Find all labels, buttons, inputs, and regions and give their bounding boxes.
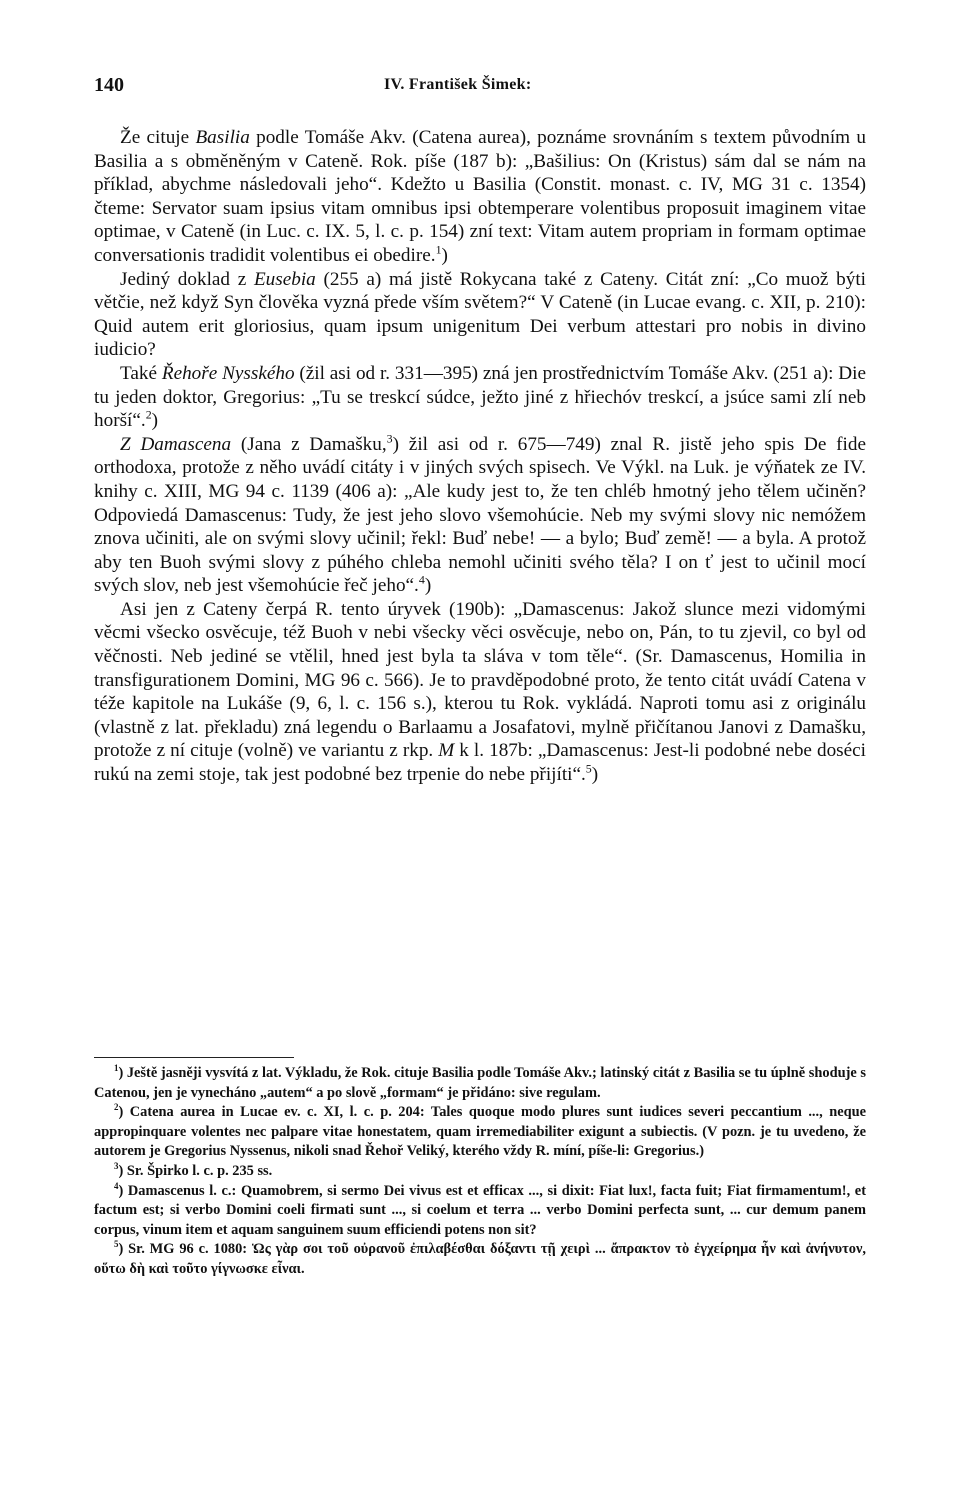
p3-rest: (žil asi od r. 331—395) zná jen prostřednictvím Tomáše Akv. (251 a): Die tu jeden doktor, Gregorius: „Tu se treskcí súdce, ježto jiné z hřiechóv treskcí, a jsúce sami zlí neb horší“. — [94, 362, 866, 432]
p2-start: Jediný doklad z — [120, 268, 254, 290]
footnote-text: ) Sr. Špirko l. c. p. 235 ss. — [118, 1162, 273, 1179]
footnote — [94, 1162, 866, 1182]
p4-end: ) — [424, 575, 432, 597]
footnote-mark: 3 — [114, 1161, 119, 1172]
p4-damascena: Z Damascena — [120, 433, 232, 455]
footnote-ref-2: 2 — [145, 407, 152, 422]
footnotes — [94, 1064, 866, 1280]
paragraph-4 — [94, 433, 866, 598]
p5-b: k l. 187b: „Damascenus: Jest-li podobné nebe doséci rukú na zemi stoje, tak jest podobné bez trpenie do nebe přijíti“. — [94, 740, 866, 786]
body-text — [94, 126, 866, 787]
p4-b: ) žil asi od r. 675—749) znal R. jistě jeho spis De fide orthodoxa, protože z něho uvádí citáty i v jiných svých spisech. Ve Výkl. na Luk. je výňatek ze IV. knihy c. XIII, MG 94 c. 1139 (406 a): „Ale kudy jest to, že ten chléb hmotný jeho tělem učiněn? Odpoviedá Damascenus: Tudy, že jest jeho slovo všemohúcie. Neb my svými slovy nic nemóžem znova učiniti, ale on svými slovy učinil; řekl: Buď nebe! — a bylo; Buď země! — a byla. A protož aby ten Buoh svými slovy z púhého chleba nemohl učiniti svého těla? I on ť jest to učinil mocí svých slov, neb jest všemohúcie řeč jeho“. — [94, 433, 866, 597]
paragraph-2 — [94, 268, 866, 362]
footnote-mark: 5 — [114, 1239, 119, 1250]
footnote-mark: 4 — [114, 1180, 119, 1191]
p5-manuscript-m: M — [438, 740, 455, 762]
footnote-ref-1: 1 — [435, 242, 442, 257]
page-number: 140 — [94, 74, 124, 96]
footnote-ref-4: 4 — [418, 572, 425, 587]
p3-rehore: Řehoře Nysského — [161, 362, 295, 384]
p2-rest: (255 a) má jistě Rokycana také z Cateny. Citát zní: „Co muož býti větčie, než když Syn člověka vyzná přede vším světem?“ V Cateně (in Lucae evang. c. XII, p. 210): Quid autem erit gloriosius, quam ipsum unigenitum Dei verbum attestari pro nobis in divino iudicio? — [94, 268, 866, 361]
p1-start: Že cituje — [120, 127, 196, 148]
paragraph-1 — [94, 126, 866, 268]
footnote — [94, 1103, 866, 1162]
paragraph-5 — [94, 598, 866, 787]
p2-eusebia: Eusebia — [253, 268, 316, 290]
footnote-text: ) Damascenus l. c.: Quamobrem, si sermo Dei vivus est et efficax ..., si dixit: Fiat lux!, facta fuit; Fiat firmamentum!, et factum est; si verbo Domini coeli firmati sunt ..., si coelum et terra ... verbo Domini perfecta sunt, ... cur demum panem corpus, vinum item et aquam sanguinem suum efficiendi potens non sit? — [94, 1182, 866, 1238]
p3-end: ) — [151, 410, 159, 432]
footnote-text: ) Sr. MG 96 c. 1080: Ὡς γὰρ σοι τοῦ οὐρανοῦ ἐπιλαβέσθαι δόξαντι τῇ χειρὶ ... ἄπρακτον τὸ ἐγχείρημα ἦν καὶ ἀνήνυτον, οὕτω δὴ καὶ τοῦτο γίγνωσκε εἶναι. — [94, 1241, 866, 1277]
footnote-mark: 2 — [114, 1102, 119, 1113]
p1-basilia: Basilia — [195, 127, 250, 148]
footnote-separator — [94, 1057, 294, 1058]
footnote-ref-3: 3 — [386, 431, 393, 446]
p5-a: Asi jen z Cateny čerpá R. tento úryvek (190b): „Damascenus: Jakož slunce mezi vidomými věcmi všecko osvěcuje, též Buoh v nebi všecky věci osvěcuje, nebo on, Pán, to tu zjevil, co byl od věčnosti. Neb jediné se vtělil, hned jest byla ta sláva v tom těle“. (Sr. Damascenus, Homilia in transfigurationem Domini, MG 96 c. 566). Je to pravděpodobné proto, že tento citát uvádí Catena v téže kapitole na Lukáše (9, 6, l. c. 156 s.), kterou tu Rok. vykládá. Naproti tomu asi z originálu (vlastně z lat. překladu) zná legendu o Barlaamu a Josafatovi, mylně přičítanou Janovi z Damašku, protože z ní cituje (volně) ve variantu z rkp. — [94, 598, 866, 762]
footnote-ref-5: 5 — [585, 761, 592, 776]
footnote — [94, 1064, 866, 1103]
p1-end: ) — [441, 244, 448, 266]
footnote-text: ) Ještě jasněji vysvítá z lat. Výkladu, že Rok. cituje Basilia podle Tomáše Akv.; latinský citát z Basilia se tu úplně shoduje s Catenou, jen je vynecháno „autem“ a po slově „formam“ je přidáno: sive regulam. — [94, 1065, 866, 1101]
page-header — [94, 74, 866, 104]
p1-rest: podle Tomáše Akv. (Catena aurea), poznáme srovnáním s textem původním u Basilia a s obměněným v Cateně. Rok. píše (187 b): „Bašilius: On (Kristus) sám dal se nám na příklad, abychme následovali jeho“. Kdežto u Basilia (Constit. monast. c. IV, MG 31 c. 1354) čteme: Servator suam ipsius vitam omnibus ipsi obtemperare volentibus proposuit imaginem vitae optimae, v Cateně (in Luc. c. IX. 5, l. c. p. 154) zní text: Vitam autem propriam in formam optimae conversationis tradidit volentibus ei obedire. — [94, 127, 866, 266]
footnote-text: ) Catena aurea in Lucae ev. c. XI, l. c. p. 204: Tales quoque modo plures sunt iudices severi peccantium ..., neque appropinquare volentes nec palpare vitae honestatem, quam irremediabiliter exigunt a subiectis. (V pozn. je tu uvedeno, že autorem je Gregorius Nyssenus, nikoli snad Řehoř Veliký, kterého vždy R. míní, píše-li: Gregorius.) — [94, 1104, 866, 1160]
running-head: IV. František Šimek: — [384, 76, 532, 93]
p3-start: Také — [120, 362, 162, 384]
p4-a: (Jana z Damašku, — [231, 433, 387, 455]
paragraph-3 — [94, 362, 866, 433]
footnote-mark: 1 — [114, 1063, 119, 1074]
footnote — [94, 1240, 866, 1279]
p5-end: ) — [591, 764, 599, 786]
footnote — [94, 1182, 866, 1241]
